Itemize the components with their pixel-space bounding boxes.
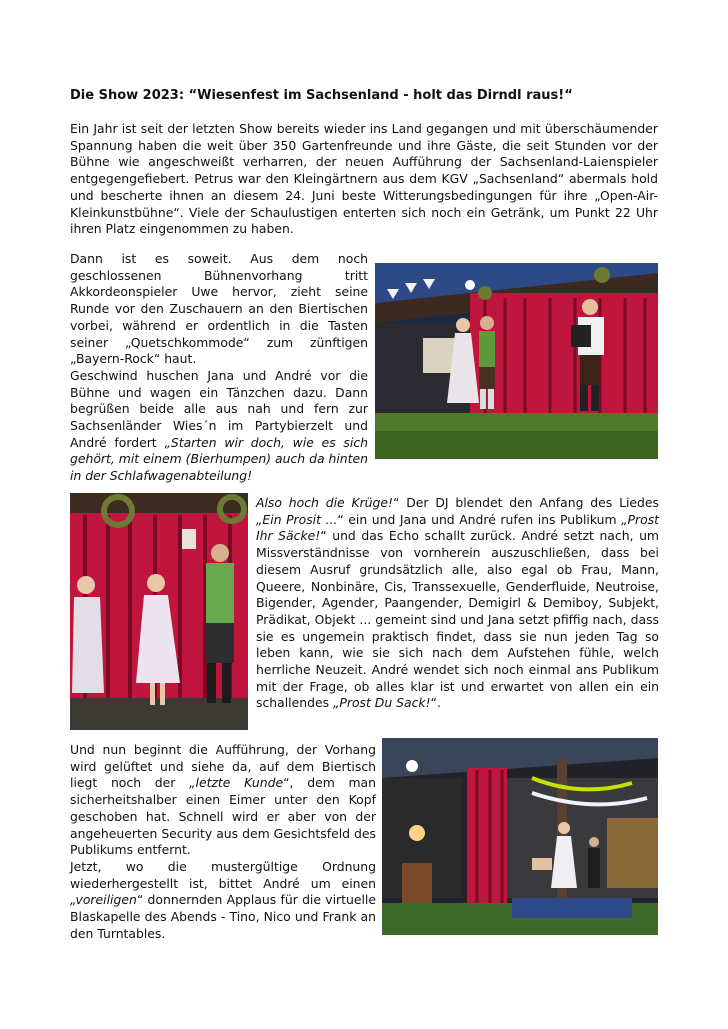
quote-prosit: „Ein Prosit ... — [256, 511, 338, 527]
photo-stage-set — [382, 738, 658, 935]
paragraph-show-start-a: Dann ist es soweit. Aus dem noch geschlossenen Bühnenvorhang tritt Akkordeonspieler Uwe hervor, zieht seine Runde vor den Zuschauern an den Biertischen vorbei, während er ordentlich in die Tasten seiner „Quetschkommode“ zum zünftigen „Bayern-Rock“ haut. — [70, 251, 368, 367]
paragraph-performance-text-3: Jetzt, wo die mustergültige Ordnung wiederhergestellt ist, bittet André um einen — [70, 858, 376, 891]
paragraph-show-start-b-text: Geschwind huschen Jana und André vor die Bühne und wagen ein Tänzchen dazu. Dann begrüßen beide alle aus nah und fern zur Sachsenländer Wies´n im Partybierzelt und André fordert — [70, 367, 368, 450]
paragraph-performance — [70, 742, 376, 942]
quote-voreiligen: „voreiligen — [70, 892, 137, 908]
paragraph-prost-text-2: “ ein und Jana und André rufen ins Publikum — [337, 511, 622, 527]
paragraph-prost-text-4: “. — [430, 695, 441, 711]
paragraph-prost-text-3: “ und das Echo schallt zurück. André setzt nach, um Missverständnisse von vornherein auszuschließen, dass bei diesem Ausruf grundsätzlich alle, also egal ob Frau, Mann, Queere, Nonbinäre, Cis, Transsexuelle, Genderfluide, Neutroise, Bigender, Agender, Paangender, Demigirl & Demiboy, Subjekt, Prädikat, Objekt ... gemeint sind und Jana setzt pfiffig nach, dass sie es ungemein praktisch findet, dass sie nun jeden Tag so leben kann, wie sie sich nach dem Aufstehen fühle, welch herrliche Neuzeit. André wendet sich noch einmal ans Publikum mit der Frage, ob alles klar ist und erwartet von allen ein ein schallendes — [256, 528, 659, 711]
paragraph-prost-text-1: “ Der DJ blendet den Anfang des Liedes — [393, 495, 659, 510]
photo-prost-stage — [70, 493, 248, 730]
paragraph-show-start-b — [70, 368, 368, 485]
paragraph-intro — [70, 121, 658, 238]
document-title: Die Show 2023: “Wiesenfest im Sachsenland - holt das Dirndl raus!“ — [70, 88, 573, 103]
quote-kruege: Also hoch die Krüge! — [256, 495, 393, 510]
quote-starten: „Starten wir doch, wie es sich gehört, mit einem (Bierhumpen) auch da hinten in der Schlafwagenabteilung! — [70, 434, 368, 484]
quote-letzte-kunde: „letzte Kunde — [189, 775, 284, 791]
paragraph-prost-text — [256, 495, 659, 712]
quote-prost-ihr-saecke: „Prost Ihr Säcke! — [256, 511, 660, 544]
paragraph-prost — [256, 495, 659, 712]
photo-dance-stage — [375, 263, 658, 459]
quote-prost-du-sack: „Prost Du Sack! — [332, 695, 431, 711]
paragraph-show-start — [70, 251, 368, 485]
paragraph-intro-text: Ein Jahr ist seit der letzten Show bereits wieder ins Land gegangen und mit überschäumender Spannung haben die weit über 350 Gartenfreunde und ihre Gäste, die seit Stunden vor der Bühne wie angeschweißt verharren, der neuen Aufführung der Sachsenland-Laienspieler entgegengefiebert. Petrus war den Kleingärtnern aus dem KGV „Sachsenland“ abermals hold und bescherte ihnen an diesem 24. Juni beste Witterungsbedingungen für ihre „Open-Air-Kleinkunstbühne“. Viele der Schaulustigen enterten sich noch ein Getränk, um Punkt 22 Uhr ihren Platz eingenommen zu haben. — [70, 121, 658, 237]
paragraph-performance-text-4: “ donnernden Applaus für die virtuelle Blaskapelle des Abends - Tino, Nico und Frank an den Turntables. — [70, 892, 376, 941]
paragraph-performance-text-2: “, dem man sicherheitshalber einen Eimer unter den Kopf geschoben hat. Schnell wird er aber von der angeheuerten Security aus dem Gesichtsfeld des Publikums entfernt. — [70, 775, 376, 858]
paragraph-performance-a — [70, 742, 376, 859]
paragraph-performance-text-1: Und nun beginnt die Aufführung, der Vorhang wird gelüftet und siehe da, auf dem Biertisch liegt noch der — [70, 742, 376, 791]
paragraph-performance-b — [70, 859, 376, 943]
